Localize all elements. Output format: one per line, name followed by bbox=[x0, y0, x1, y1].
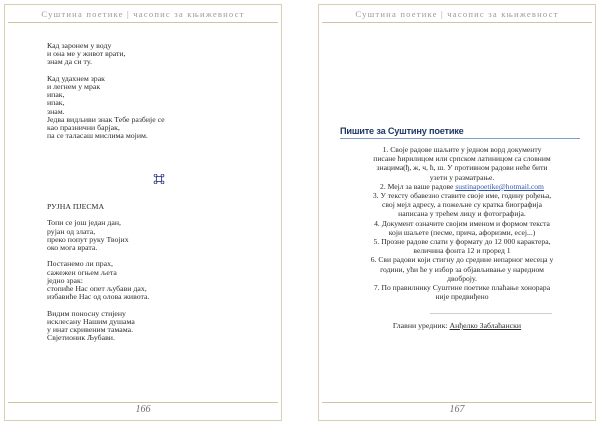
footer-rule bbox=[8, 402, 278, 403]
rule-line: величина фонта 12 и проред 1 bbox=[413, 246, 511, 256]
right-page bbox=[318, 4, 596, 421]
section-title: Пишите за Суштину поетике bbox=[340, 126, 464, 136]
editor-label: Главни уредник: bbox=[392, 321, 450, 330]
title-rule bbox=[340, 138, 580, 139]
poem-line: Видим поносну стијену bbox=[47, 308, 126, 318]
email-link[interactable]: sustinapoetike@hotmail.com bbox=[455, 181, 544, 191]
rule-line: писане ћирилицом или српском латиницом са словним bbox=[373, 154, 551, 164]
looped-square-ornament-icon bbox=[153, 174, 165, 184]
poem-line: па се таласаш мислима мојим. bbox=[47, 131, 148, 141]
rule-line: није предвиђено bbox=[435, 292, 489, 302]
editor-name: Анђелко Заблаћански bbox=[449, 321, 522, 330]
rule-line: знацима(ђ, ж, ч, ћ, ш. У противном радови неће бити bbox=[376, 163, 548, 173]
rule-line: години, ући ће у избор за објављивање у наредном bbox=[380, 264, 544, 274]
poem-line: у инат скривеним тамама. bbox=[47, 325, 134, 334]
poem-line: знам. bbox=[47, 106, 65, 116]
stanza bbox=[47, 219, 268, 252]
poem-line: једно зрак: bbox=[47, 275, 83, 285]
poem-line: Кад заронем у воду bbox=[47, 41, 112, 50]
poem-title: РУЈНА ПЈЕСМА bbox=[47, 202, 105, 211]
header-rule bbox=[322, 22, 592, 23]
editor-rule bbox=[430, 313, 552, 314]
submission-rules bbox=[352, 145, 572, 301]
running-header: Суштина поетике | часопис за књижевност bbox=[355, 9, 559, 19]
poem-line: и она ме у живот врати, bbox=[47, 49, 126, 59]
poem-line: и легнем у мрак bbox=[47, 82, 101, 91]
poem-line: рујан од злата, bbox=[47, 226, 96, 236]
editor-credit bbox=[318, 321, 596, 330]
stanza bbox=[47, 260, 268, 301]
poem-line: око мога врата. bbox=[47, 243, 98, 252]
rule-line: узети у разматрање. bbox=[429, 172, 495, 182]
stanza bbox=[47, 75, 268, 141]
poem-line: Једва видљиви знак Тебе разбије се bbox=[47, 114, 165, 124]
rule-line: 3. У тексту обавезно ставите своје име, годину рођења, bbox=[372, 191, 552, 201]
header-rule bbox=[8, 22, 278, 23]
poem-line: као празнични барјак, bbox=[47, 123, 120, 133]
first-poem bbox=[47, 42, 268, 149]
stanza bbox=[47, 42, 268, 67]
rule-line bbox=[352, 182, 572, 191]
second-poem bbox=[47, 203, 268, 351]
poem-line: исклесану Нашим душама bbox=[47, 316, 135, 326]
email-label: 2. Мејл за ваше радове bbox=[380, 181, 456, 191]
poem-line: избавиће Нас од олова живота. bbox=[47, 292, 150, 302]
footer-rule bbox=[322, 402, 592, 403]
rule-line: који шаљете (песме, прича, афоризми, есеј...) bbox=[388, 227, 536, 237]
rule-line: 4. Документ означите својим именом и формом текста bbox=[374, 218, 550, 228]
left-page bbox=[4, 4, 282, 421]
rule-line: 1. Своје радове шаљите у једном ворд документу bbox=[382, 145, 542, 154]
poem-line: Топи се још један дан, bbox=[47, 218, 121, 228]
poem-line: сажежен огњем љета bbox=[47, 267, 117, 277]
page-number: 167 bbox=[449, 404, 465, 415]
rule-line: 5. Прозне радове слати у формату до 12 000 карактера, bbox=[373, 237, 551, 247]
rule-line: 6. Сви радови који стигну до средине непарног месеца у bbox=[370, 255, 554, 265]
stanza bbox=[47, 310, 268, 343]
poem-line: ипак, bbox=[47, 98, 65, 108]
rule-line: 7. По правилнику Суштине поетике плаћање хонорара bbox=[373, 283, 551, 293]
poem-line: Свјетионик Љубави. bbox=[47, 333, 115, 343]
poem-line: преко попут руку Твојих bbox=[47, 234, 129, 244]
page-number: 166 bbox=[135, 404, 151, 415]
rule-line: двоброју. bbox=[447, 273, 477, 283]
running-header: Суштина поетике | часопис за књижевност bbox=[41, 9, 245, 19]
rule-line: свој мејл адресу, а пожељне су кратка биографија bbox=[382, 200, 542, 210]
poem-line: знам да си ту. bbox=[47, 57, 92, 67]
poem-line: Кад удахнем зрак bbox=[47, 73, 105, 83]
poem-line: ипак, bbox=[47, 90, 65, 100]
rule-line: написана у трећем лицу и фотографија. bbox=[398, 209, 526, 219]
poem-line: Постанемо ли прах, bbox=[47, 259, 113, 269]
poem-line: стопиће Нас опет љубави дах, bbox=[47, 284, 147, 293]
